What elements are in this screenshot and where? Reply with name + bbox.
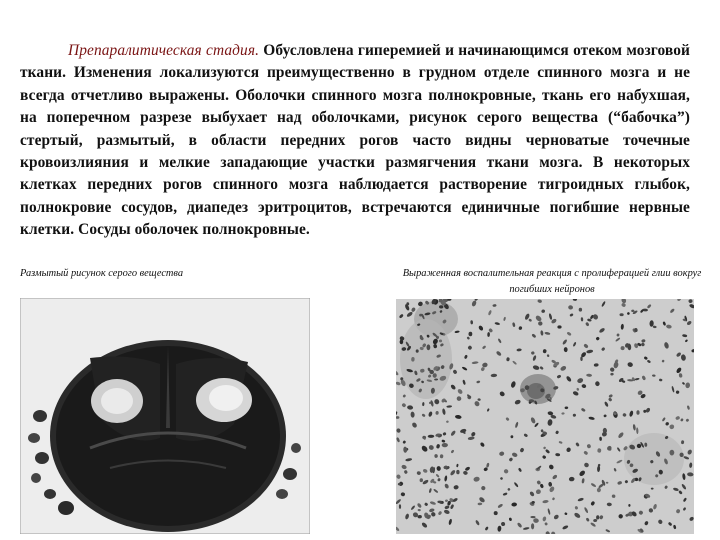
stage-label: Препаралитическая стадия.	[68, 42, 260, 59]
description-paragraph	[20, 40, 690, 242]
paragraph-body: Обусловлена гиперемией и начинающимся отеком мозговой ткани. Изменения локализуются преимущественно в грудном отделе спинного мозга и не всегда отчетливо выражены. Оболочки спинного мозга полнокровные, ткань его набухшая, на поперечном разрезе выбухает над оболочками, рисунок серого вещества (“бабочка”) стертый, размытый, в области передних рогов часто видны черноватые точечные кровоизлияния и мелкие западающие участки размягчения ткани мозга. В некоторых клетках передних рогов спинного мозга наблюдается растворение тигроидных глыбок, полнокровие сосудов, диапедез эритроцитов, встречаются единичные погибшие нервные клетки. Сосуды оболочек полнокровные.	[20, 42, 690, 239]
spinal-cord-cross-section-image	[20, 298, 310, 534]
glial-proliferation-histology-image	[396, 299, 694, 534]
left-figure-caption: Размытый рисунок серого вещества	[20, 268, 184, 279]
right-figure-caption: Выраженная воспалительная реакция с пролиферацией глии вокруг погибших нейронов	[402, 268, 702, 295]
